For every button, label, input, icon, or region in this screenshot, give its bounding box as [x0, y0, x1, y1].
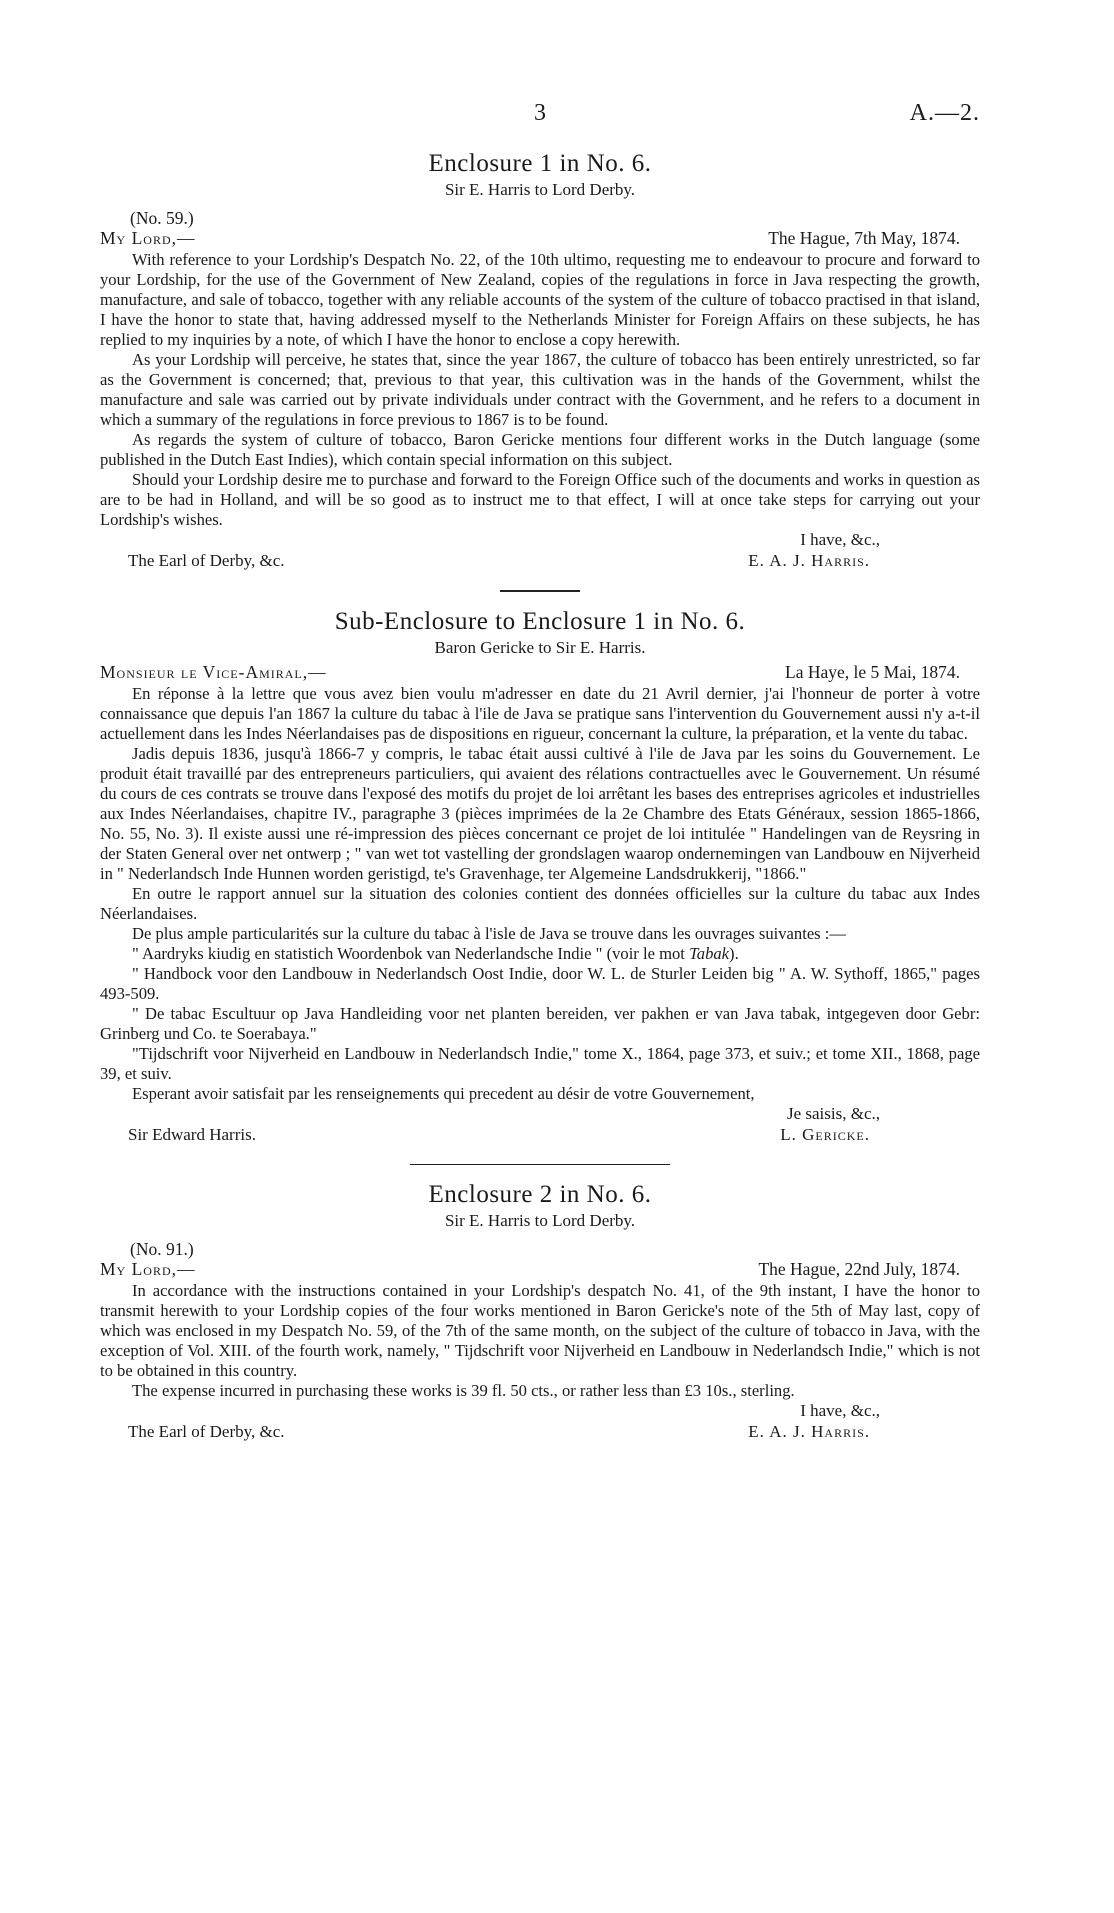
- document-id: A.—2.: [909, 100, 980, 126]
- enclosure-1-paragraph: Should your Lordship desire me to purchase and forward to the Foreign Office such of the documents and works in question as are to be had in Holland, and will be so good as to instruct me to that effect, I will at once take steps for carrying out your Lordship's wishes.: [100, 470, 980, 529]
- enclosure-1-salutation: My Lord,—: [100, 228, 196, 248]
- sub-enclosure-addressee: Sir Edward Harris.: [128, 1125, 256, 1144]
- citation-1-end: ).: [729, 944, 739, 963]
- enclosure-1-closing: I have, &c.,: [800, 530, 880, 549]
- enclosure-2-salutation-line: [100, 1259, 980, 1281]
- enclosure-1-paragraph: With reference to your Lordship's Despatch No. 22, of the 10th ultimo, requesting me to endeavour to procure and forward to your Lordship, for the use of the Government of New Zealand, copies of the regulations in force in Java respecting the growth, manufacture, and sale of tobacco, together with any reliable accounts of the system of the culture of tobacco practised in that island, I have the honor to state that, having addressed myself to the Netherlands Minister for Foreign Affairs on these subjects, he has replied to my inquiries by a note, of which I have the honor to enclose a copy herewith.: [100, 250, 980, 349]
- enclosure-1-from-to: Sir E. Harris to Lord Derby.: [444, 180, 636, 199]
- sub-enclosure: [100, 608, 980, 1146]
- enclosure-1-paragraph: As regards the system of culture of tobacco, Baron Gericke mentions four different works in the Dutch language (some published in the Dutch East Indies), which contain special information on this subject.: [100, 430, 980, 469]
- citation-4: "Tijdschrift voor Nijverheid en Landbouw in Nederlandsch Indie," tome X., 1864, page 373, et suiv.; et tome XII., 1868, page 39, et suiv.: [100, 1044, 980, 1083]
- sub-enclosure-title: Sub-Enclosure to Enclosure 1 in No. 6.: [334, 608, 746, 635]
- sub-enclosure-salutation-line: [100, 662, 980, 684]
- enclosure-2-number: (No. 91.): [130, 1239, 194, 1259]
- enclosure-2-from-to: Sir E. Harris to Lord Derby.: [444, 1211, 636, 1230]
- sub-enclosure-paragraph: De plus ample particularités sur la culture du tabac à l'isle de Java se trouve dans les ouvrages suivantes :—: [132, 924, 846, 943]
- enclosure-2-title: Enclosure 2 in No. 6.: [428, 1181, 652, 1208]
- enclosure-1-salutation-line: [100, 228, 980, 250]
- enclosure-2-salutation: My Lord,—: [100, 1259, 196, 1279]
- enclosure-1-closing-block: [100, 530, 980, 572]
- enclosure-2-addressee: The Earl of Derby, &c.: [128, 1422, 285, 1441]
- page-header: [100, 90, 980, 142]
- page-number: 3: [534, 100, 546, 126]
- sub-enclosure-paragraph: En réponse à la lettre que vous avez bien voulu m'adresser en date du 21 Avril dernier, j'ai l'honneur de porter à votre connaissance que depuis l'an 1867 la culture du tabac à l'ile de Java se pratique sans l'intervention du Gouvernement aussi n'y a-t-il actuellement dans les Indes Néerlandaises pas de dispositions en rigueur, concernant la culture, la préparation, et la vente du tabac.: [100, 684, 980, 743]
- enclosure-1-signature: E. A. J. Harris.: [748, 551, 870, 570]
- section-divider: [410, 1164, 670, 1165]
- citation-3: " De tabac Escultuur op Java Handleiding voor net planten bereiden, ver pakhen er van Java tabak, intgegeven door Gebr: Grinberg und Co. te Soerabaya.": [100, 1004, 980, 1043]
- citation-2: " Handbock voor den Landbouw in Nederlandsch Oost Indie, door W. L. de Sturler Leiden big " A. W. Sythoff, 1865," pages 493-509.: [100, 964, 980, 1003]
- enclosure-2-place-date: The Hague, 22nd July, 1874.: [758, 1259, 960, 1279]
- enclosure-1: [100, 150, 980, 572]
- sub-enclosure-salutation: Monsieur le Vice-Amiral,—: [100, 662, 327, 682]
- enclosure-2-paragraph: The expense incurred in purchasing these works is 39 fl. 50 cts., or rather less than £3 10s., sterling.: [132, 1381, 795, 1400]
- citation-1: [100, 944, 980, 964]
- sub-enclosure-signature: L. Gericke.: [780, 1125, 870, 1144]
- sub-enclosure-from-to: Baron Gericke to Sir E. Harris.: [434, 638, 646, 657]
- enclosure-2-closing-block: [100, 1401, 980, 1443]
- sub-enclosure-paragraph: En outre le rapport annuel sur la situation des colonies contient des données officielles sur la culture du tabac aux Indes Néerlandaises.: [100, 884, 980, 923]
- sub-enclosure-place-date: La Haye, le 5 Mai, 1874.: [785, 662, 960, 682]
- enclosure-2-signature: E. A. J. Harris.: [748, 1422, 870, 1441]
- enclosure-1-place-date: The Hague, 7th May, 1874.: [768, 228, 960, 248]
- enclosure-1-number: (No. 59.): [130, 208, 194, 228]
- enclosure-1-title: Enclosure 1 in No. 6.: [428, 150, 652, 177]
- enclosure-2-closing: I have, &c.,: [800, 1401, 880, 1420]
- document-page: [100, 90, 980, 1443]
- citation-1-emphasis: Tabak: [689, 944, 730, 963]
- enclosure-1-paragraph: As your Lordship will perceive, he states that, since the year 1867, the culture of tobacco has been entirely unrestricted, so far as the Government is concerned; that, previous to that year, this cultivation was in the hands of the Government, whilst the manufacture and sale was carried out by private individuals under contract with the Government, and he refers to a document in which a summary of the regulations in force previous to 1867 is to be found.: [100, 350, 980, 429]
- enclosure-1-addressee: The Earl of Derby, &c.: [128, 551, 285, 570]
- sub-enclosure-paragraph: Jadis depuis 1836, jusqu'à 1866-7 y compris, le tabac était aussi cultivé à l'ile de Java par les soins du Gouvernement. Le produit était travaillé par des entrepreneurs particuliers, qui avaient des rélations contractuelles avec le Gouvernement. Un résumé du cours de ces contrats se trouve dans l'exposé des motifs du projet de loi arrêtant les bases des entreprises agricoles et industrielles aux Indes Néerlandaises, chapitre IV., paragraphe 3 (pièces imprimées de la 2e Chambre des Etats Généraux, session 1865-1866, No. 55, No. 3). Il existe aussi une ré-impression des pièces concernant ce projet de loi intitulée " Handelingen van de Reysring in der Staten General over net ontwerp ; " van wet tot vastelling der grondslagen waarop ondernemingen van Landbouw en Nijverheid in " Nederlandsch Inde Hunnen worden geristigd, te's Gravenhage, ter Algemeine Landsdrukkerij, "1866.": [100, 744, 980, 883]
- citation-1-text: " Aardryks kiudig en statistich Woordenbok van Nederlandsche Indie " (voir le mot: [132, 944, 690, 963]
- sub-enclosure-closing-block: [100, 1104, 980, 1146]
- enclosure-2: [100, 1181, 980, 1443]
- enclosure-2-paragraph: In accordance with the instructions contained in your Lordship's despatch No. 41, of the 9th instant, I have the honor to transmit herewith to your Lordship copies of the four works mentioned in Baron Gericke's note of the 5th of May last, copy of which was enclosed in my Despatch No. 59, of the 7th of the same month, on the subject of the culture of tobacco in Java, with the exception of Vol. XIII. of the fourth work, namely, " Tijdschrift voor Nijverheid en Landbouw in Nederlandsch Indie," which is not to be obtained in this country.: [100, 1281, 980, 1380]
- section-divider: [500, 590, 580, 592]
- sub-enclosure-final-paragraph: Esperant avoir satisfait par les renseignements qui precedent au désir de votre Gouvernement,: [132, 1084, 755, 1103]
- sub-enclosure-closing: Je saisis, &c.,: [786, 1104, 880, 1123]
